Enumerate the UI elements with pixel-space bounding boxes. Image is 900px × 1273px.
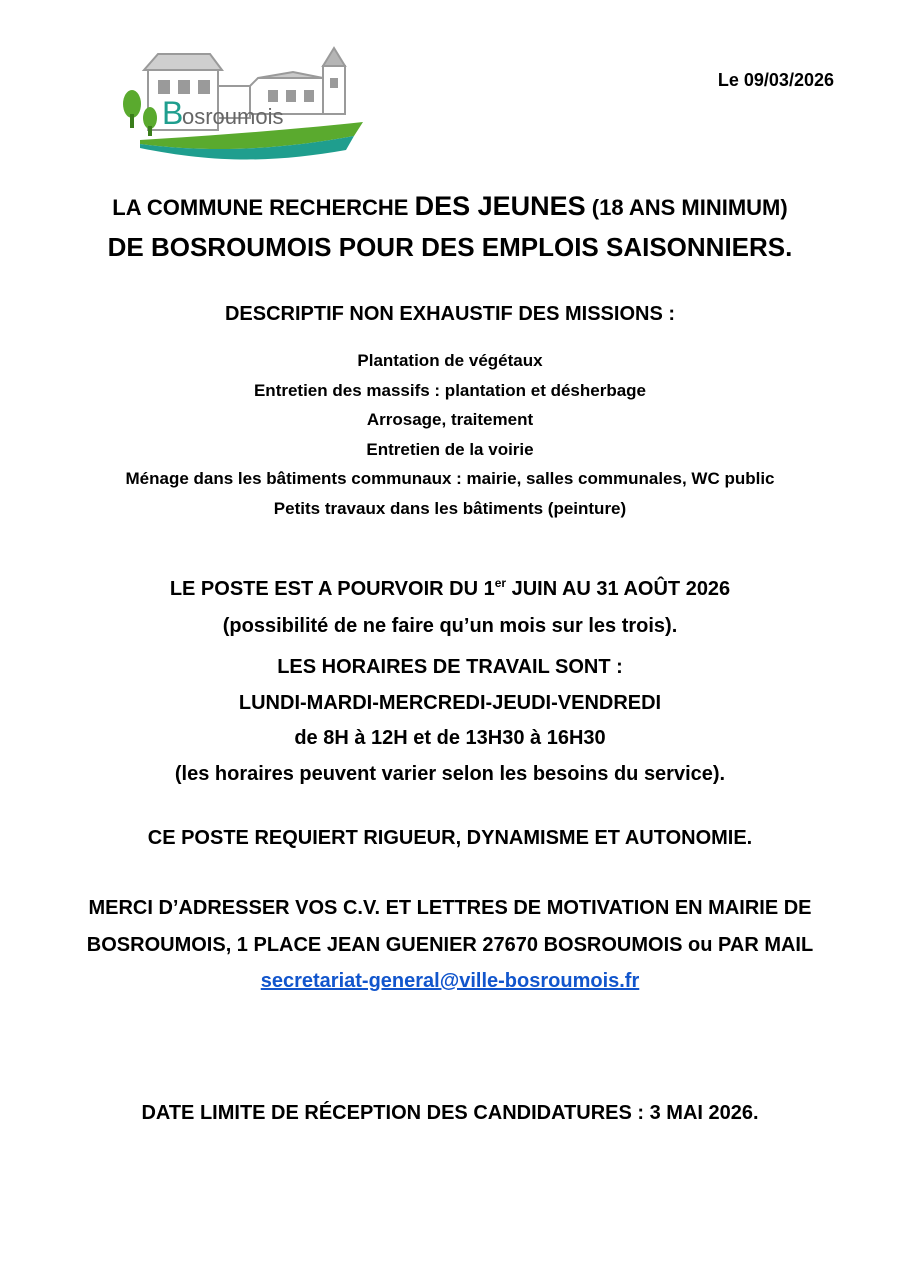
bosroumois-logo <box>118 44 378 169</box>
missions-heading: DESCRIPTIF NON EXHAUSTIF DES MISSIONS : <box>224 303 676 325</box>
mission-item: Plantation de végétaux <box>357 351 543 370</box>
logo-text: osroumois <box>182 104 284 129</box>
working-hours-section <box>0 650 900 792</box>
requirements-text: CE POSTE REQUIERT RIGUEUR, DYNAMISME ET AUTONOMIE. <box>147 827 753 849</box>
hours-days: LUNDI-MARDI-MERCREDI-JEUDI-VENDREDI <box>238 691 662 714</box>
application-deadline: DATE LIMITE DE RÉCEPTION DES CANDIDATURES : 3 MAI 2026. <box>141 1102 759 1124</box>
title-part-1: LA COMMUNE RECHERCHE <box>112 195 415 220</box>
document-date: Le 09/03/2026 <box>717 70 834 90</box>
contact-text: MERCI D’ADRESSER VOS C.V. ET LETTRES DE MOTIVATION EN MAIRIE DE BOSROUMOIS, 1 PLACE JEAN GUENIER 27670 BOSROUMOIS ou PAR MAIL <box>86 897 814 956</box>
hours-times: de 8H à 12H et de 13H30 à 16H30 <box>294 727 606 749</box>
period-line-2: (possibilité de ne faire qu’un mois sur les trois). <box>222 615 678 637</box>
missions-section <box>0 300 900 523</box>
mission-item: Petits travaux dans les bâtiments (peinture) <box>273 498 627 518</box>
period-start-text: LE POSTE EST A POURVOIR DU 1 <box>169 578 495 600</box>
title-line-2: DE BOSROUMOIS POUR DES EMPLOIS SAISONNIERS. <box>107 232 793 262</box>
period-superscript: er <box>494 576 507 590</box>
contact-section <box>0 890 900 1000</box>
title-part-2: DES JEUNES <box>414 191 586 221</box>
email-link[interactable]: secretariat-general@ville-bosroumois.fr <box>260 970 640 992</box>
mission-item: Entretien des massifs : plantation et désherbage <box>253 380 647 400</box>
mission-item: Arrosage, traitement <box>366 410 534 429</box>
period-line-1 <box>0 571 900 608</box>
mission-item: Ménage dans les bâtiments communaux : mairie, salles communales, WC public <box>125 469 775 488</box>
period-end-text: JUIN AU 31 AOÛT 2026 <box>506 578 731 600</box>
title-part-3: (18 ANS MINIMUM) <box>585 195 788 220</box>
announcement-title <box>0 188 900 268</box>
mission-item: Entretien de la voirie <box>366 439 534 459</box>
missions-list <box>70 346 830 523</box>
hours-note: (les horaires peuvent varier selon les besoins du service). <box>174 762 726 785</box>
village-logo-icon <box>118 44 378 169</box>
hours-heading: LES HORAIRES DE TRAVAIL SONT : <box>277 656 623 678</box>
period-section <box>0 571 900 645</box>
logo-initial: B <box>162 95 184 131</box>
